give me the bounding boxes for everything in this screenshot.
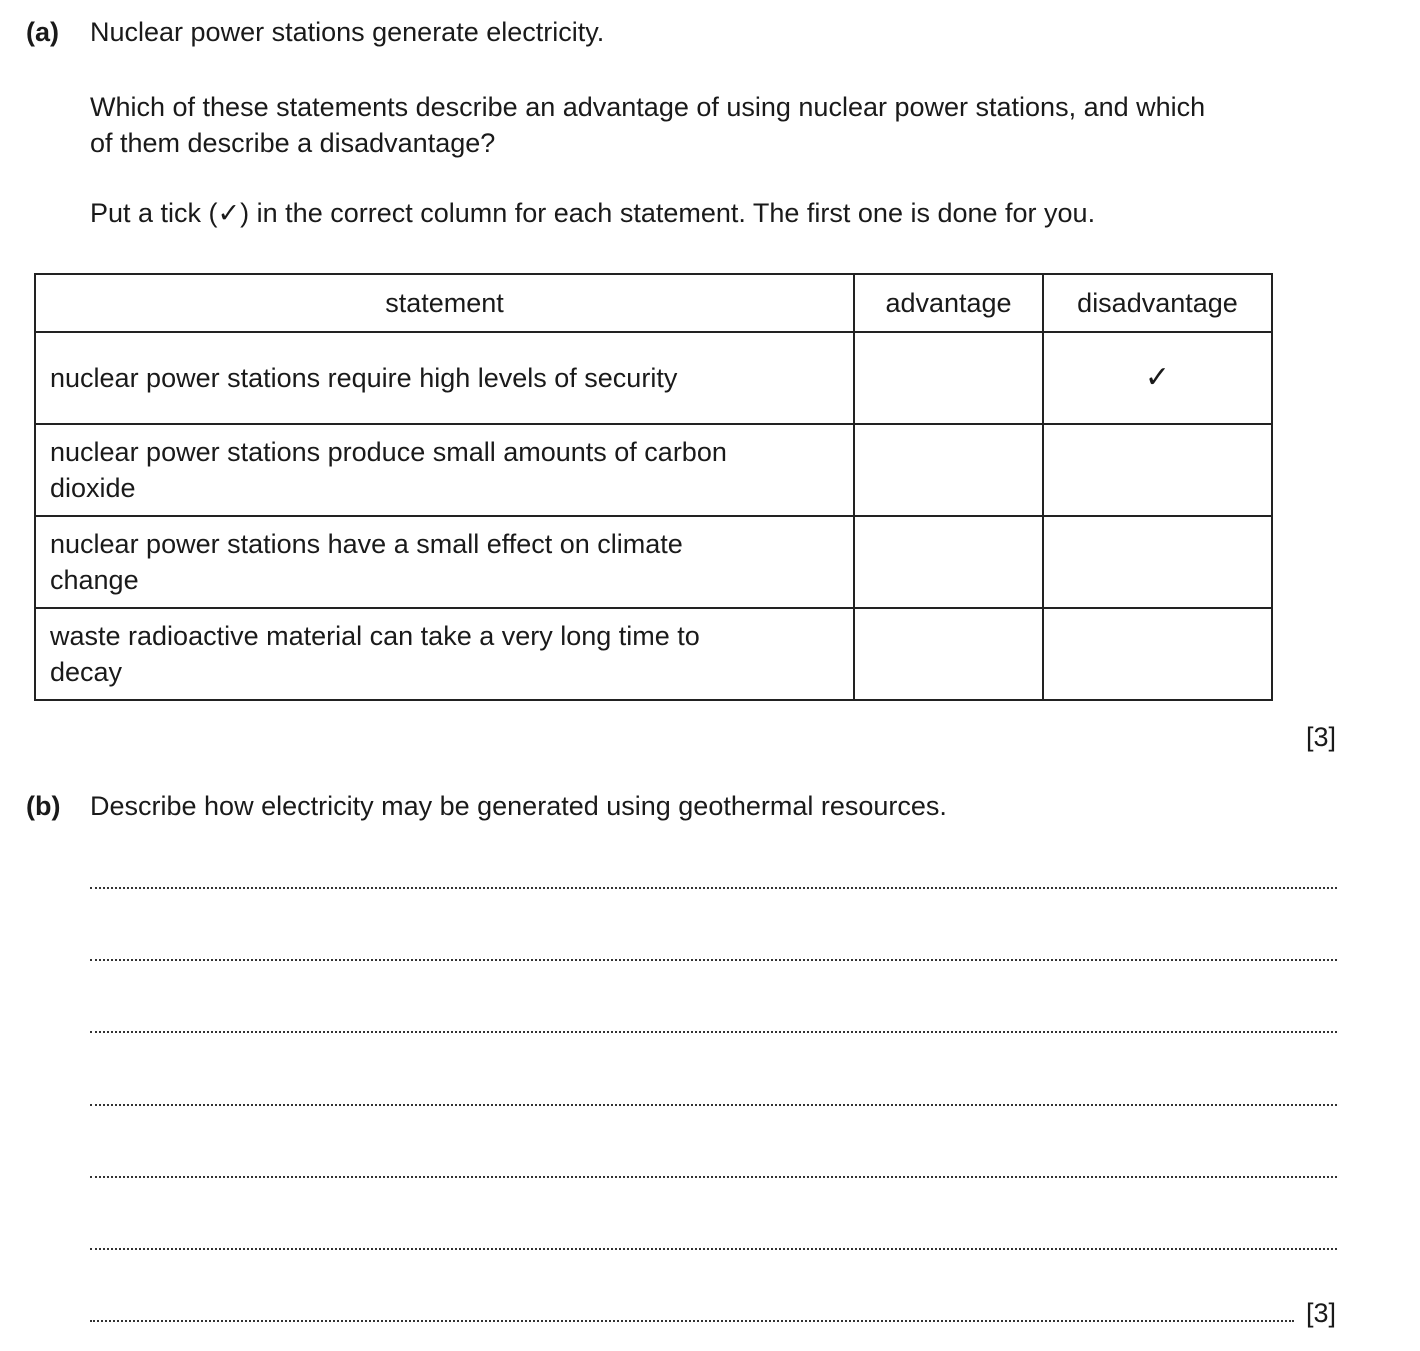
- advantage-cell: [854, 332, 1043, 424]
- header-advantage: advantage: [854, 274, 1043, 332]
- disadvantage-cell[interactable]: [1043, 424, 1272, 516]
- statement-text: nuclear power stations produce small amounts of carbon: [50, 437, 727, 467]
- statement-cell: [35, 608, 854, 700]
- disadvantage-cell[interactable]: [1043, 608, 1272, 700]
- statement-text: nuclear power stations have a small effect on climate: [50, 529, 683, 559]
- part-b-marks: [3]: [1306, 1298, 1337, 1328]
- statement-text-continued: decay: [50, 657, 123, 687]
- answer-line[interactable]: [90, 959, 1337, 961]
- part-a-question: [90, 89, 1205, 161]
- statement-cell: [35, 516, 854, 608]
- statements-table: [34, 273, 1273, 701]
- part-a-intro: Nuclear power stations generate electricity.: [90, 17, 605, 47]
- part-a-question-line-1: Which of these statements describe an advantage of using nuclear power stations, and which: [90, 92, 1206, 122]
- advantage-cell[interactable]: [854, 516, 1043, 608]
- header-statement: statement: [35, 274, 854, 332]
- answer-line[interactable]: [90, 1248, 1337, 1250]
- table-row: [35, 424, 1272, 516]
- table-row: [35, 516, 1272, 608]
- part-a-instruction: Put a tick (✓) in the correct column for each statement. The first one is done for you.: [90, 198, 1096, 228]
- answer-line[interactable]: [90, 1104, 1337, 1106]
- advantage-cell[interactable]: [854, 608, 1043, 700]
- statement-text-continued: change: [50, 565, 139, 595]
- table-header-row: [35, 274, 1272, 332]
- statement-cell: [35, 424, 854, 516]
- answer-line[interactable]: [90, 1031, 1337, 1033]
- statement-text: waste radioactive material can take a very long time to: [50, 621, 700, 651]
- table-row: [35, 608, 1272, 700]
- part-b-label: (b): [26, 791, 61, 821]
- part-a-label: (a): [26, 17, 59, 47]
- table-row: [35, 332, 1272, 424]
- disadvantage-cell[interactable]: [1043, 516, 1272, 608]
- disadvantage-cell: ✓: [1043, 332, 1272, 424]
- statement-cell: [35, 332, 854, 424]
- part-a-question-line-2: of them describe a disadvantage?: [90, 128, 496, 158]
- answer-line[interactable]: [90, 1176, 1337, 1178]
- answer-line[interactable]: [90, 887, 1337, 889]
- advantage-cell[interactable]: [854, 424, 1043, 516]
- statement-text-continued: dioxide: [50, 473, 136, 503]
- header-disadvantage: disadvantage: [1043, 274, 1272, 332]
- statement-text: nuclear power stations require high levels of security: [50, 363, 678, 393]
- part-b-question: Describe how electricity may be generated using geothermal resources.: [90, 791, 947, 821]
- answer-line[interactable]: [90, 1320, 1294, 1322]
- part-a-marks: [3]: [1306, 722, 1337, 752]
